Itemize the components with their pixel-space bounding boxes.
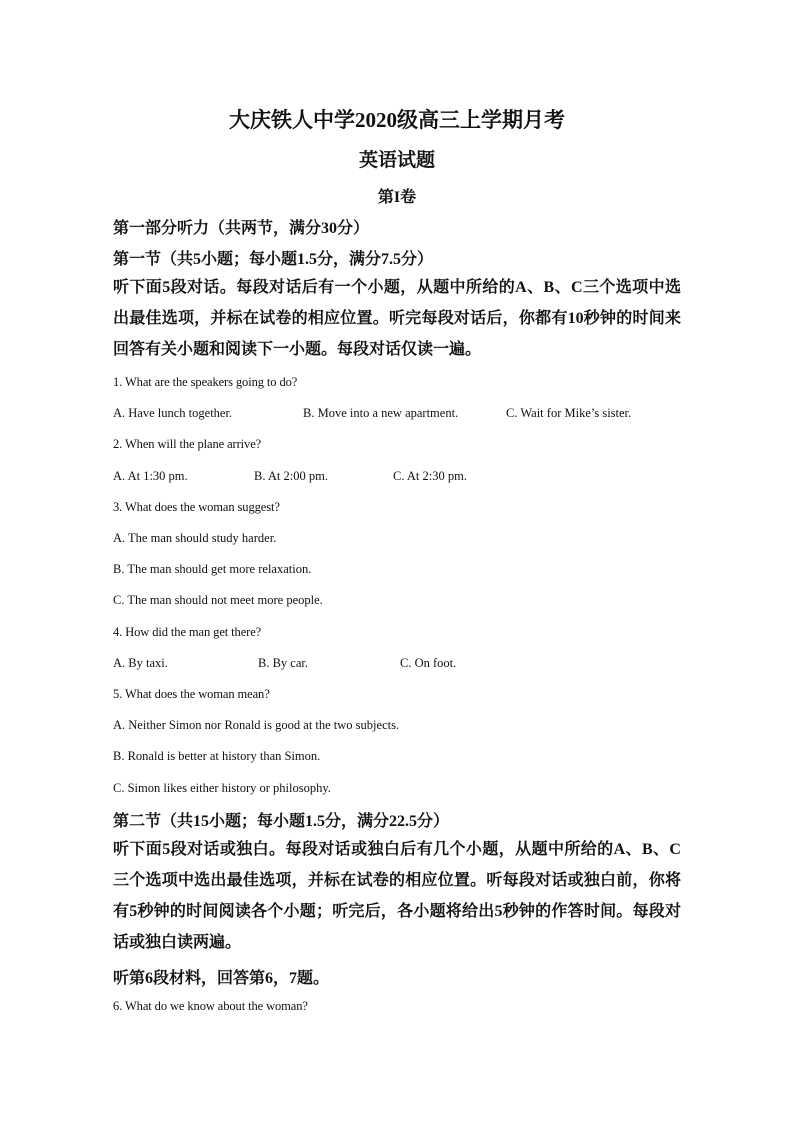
- option-b: B. The man should get more relaxation.: [113, 562, 312, 576]
- option-c: C. At 2:30 pm.: [393, 469, 467, 483]
- question-stem: 5. What does the woman mean?: [113, 687, 270, 701]
- option-c: C. Simon likes either history or philosophy.: [113, 781, 331, 795]
- option-b: B. Ronald is better at history than Simon.: [113, 749, 321, 763]
- option-a: A. By taxi.: [113, 656, 168, 670]
- exam-subtitle: 英语试题: [358, 150, 435, 171]
- option-c: C. The man should not meet more people.: [113, 593, 323, 607]
- exam-title: 大庆铁人中学2020级高三上学期月考: [229, 108, 565, 132]
- option-b: B. By car.: [258, 656, 308, 670]
- section2-heading: 第二节（共15小题；每小题1.5分，满分22.5分）: [113, 813, 450, 830]
- question-stem: 4. How did the man get there?: [113, 625, 262, 639]
- option-a: A. Neither Simon nor Ronald is good at the two subjects.: [113, 718, 400, 732]
- question-stem: 6. What do we know about the woman?: [113, 999, 308, 1013]
- question-stem: 3. What does the woman suggest?: [113, 500, 280, 514]
- section1-instructions: 听下面5段对话。每段对话后有一个小题，从题中所给的A、B、C三个选项中选出最佳选项，并标在试卷的相应位置。听完每段对话后，你都有10秒钟的时间来回答有关小题和阅读下一小题。每段对话仅读一遍。: [113, 279, 681, 358]
- option-c: C. Wait for Mike’s sister.: [506, 406, 632, 420]
- option-a: A. The man should study harder.: [113, 531, 277, 545]
- section1-heading: 第一节（共5小题；每小题1.5分，满分7.5分）: [113, 251, 434, 268]
- question-stem: 1. What are the speakers going to do?: [113, 375, 298, 389]
- section2-instructions: 听下面5段对话或独白。每段对话或独白后有几个小题，从题中所给的A、B、C三个选项中选出最佳选项，并标在试卷的相应位置。听每段对话或独白前，你将有5秒钟的时间阅读各个小题；听完后，各小题将给出5秒钟的作答时间。每段对话或独白读两遍。: [113, 841, 681, 951]
- part1-heading: 第一部分听力（共两节，满分30分）: [113, 220, 370, 237]
- volume-label: 第I卷: [377, 189, 417, 206]
- material-heading: 听第6段材料，回答第6，7题。: [113, 970, 330, 987]
- option-a: A. Have lunch together.: [113, 406, 233, 420]
- option-a: A. At 1:30 pm.: [113, 469, 188, 483]
- option-c: C. On foot.: [400, 656, 457, 670]
- question-stem: 2. When will the plane arrive?: [113, 437, 262, 451]
- option-b: B. Move into a new apartment.: [303, 406, 459, 420]
- option-b: B. At 2:00 pm.: [254, 469, 328, 483]
